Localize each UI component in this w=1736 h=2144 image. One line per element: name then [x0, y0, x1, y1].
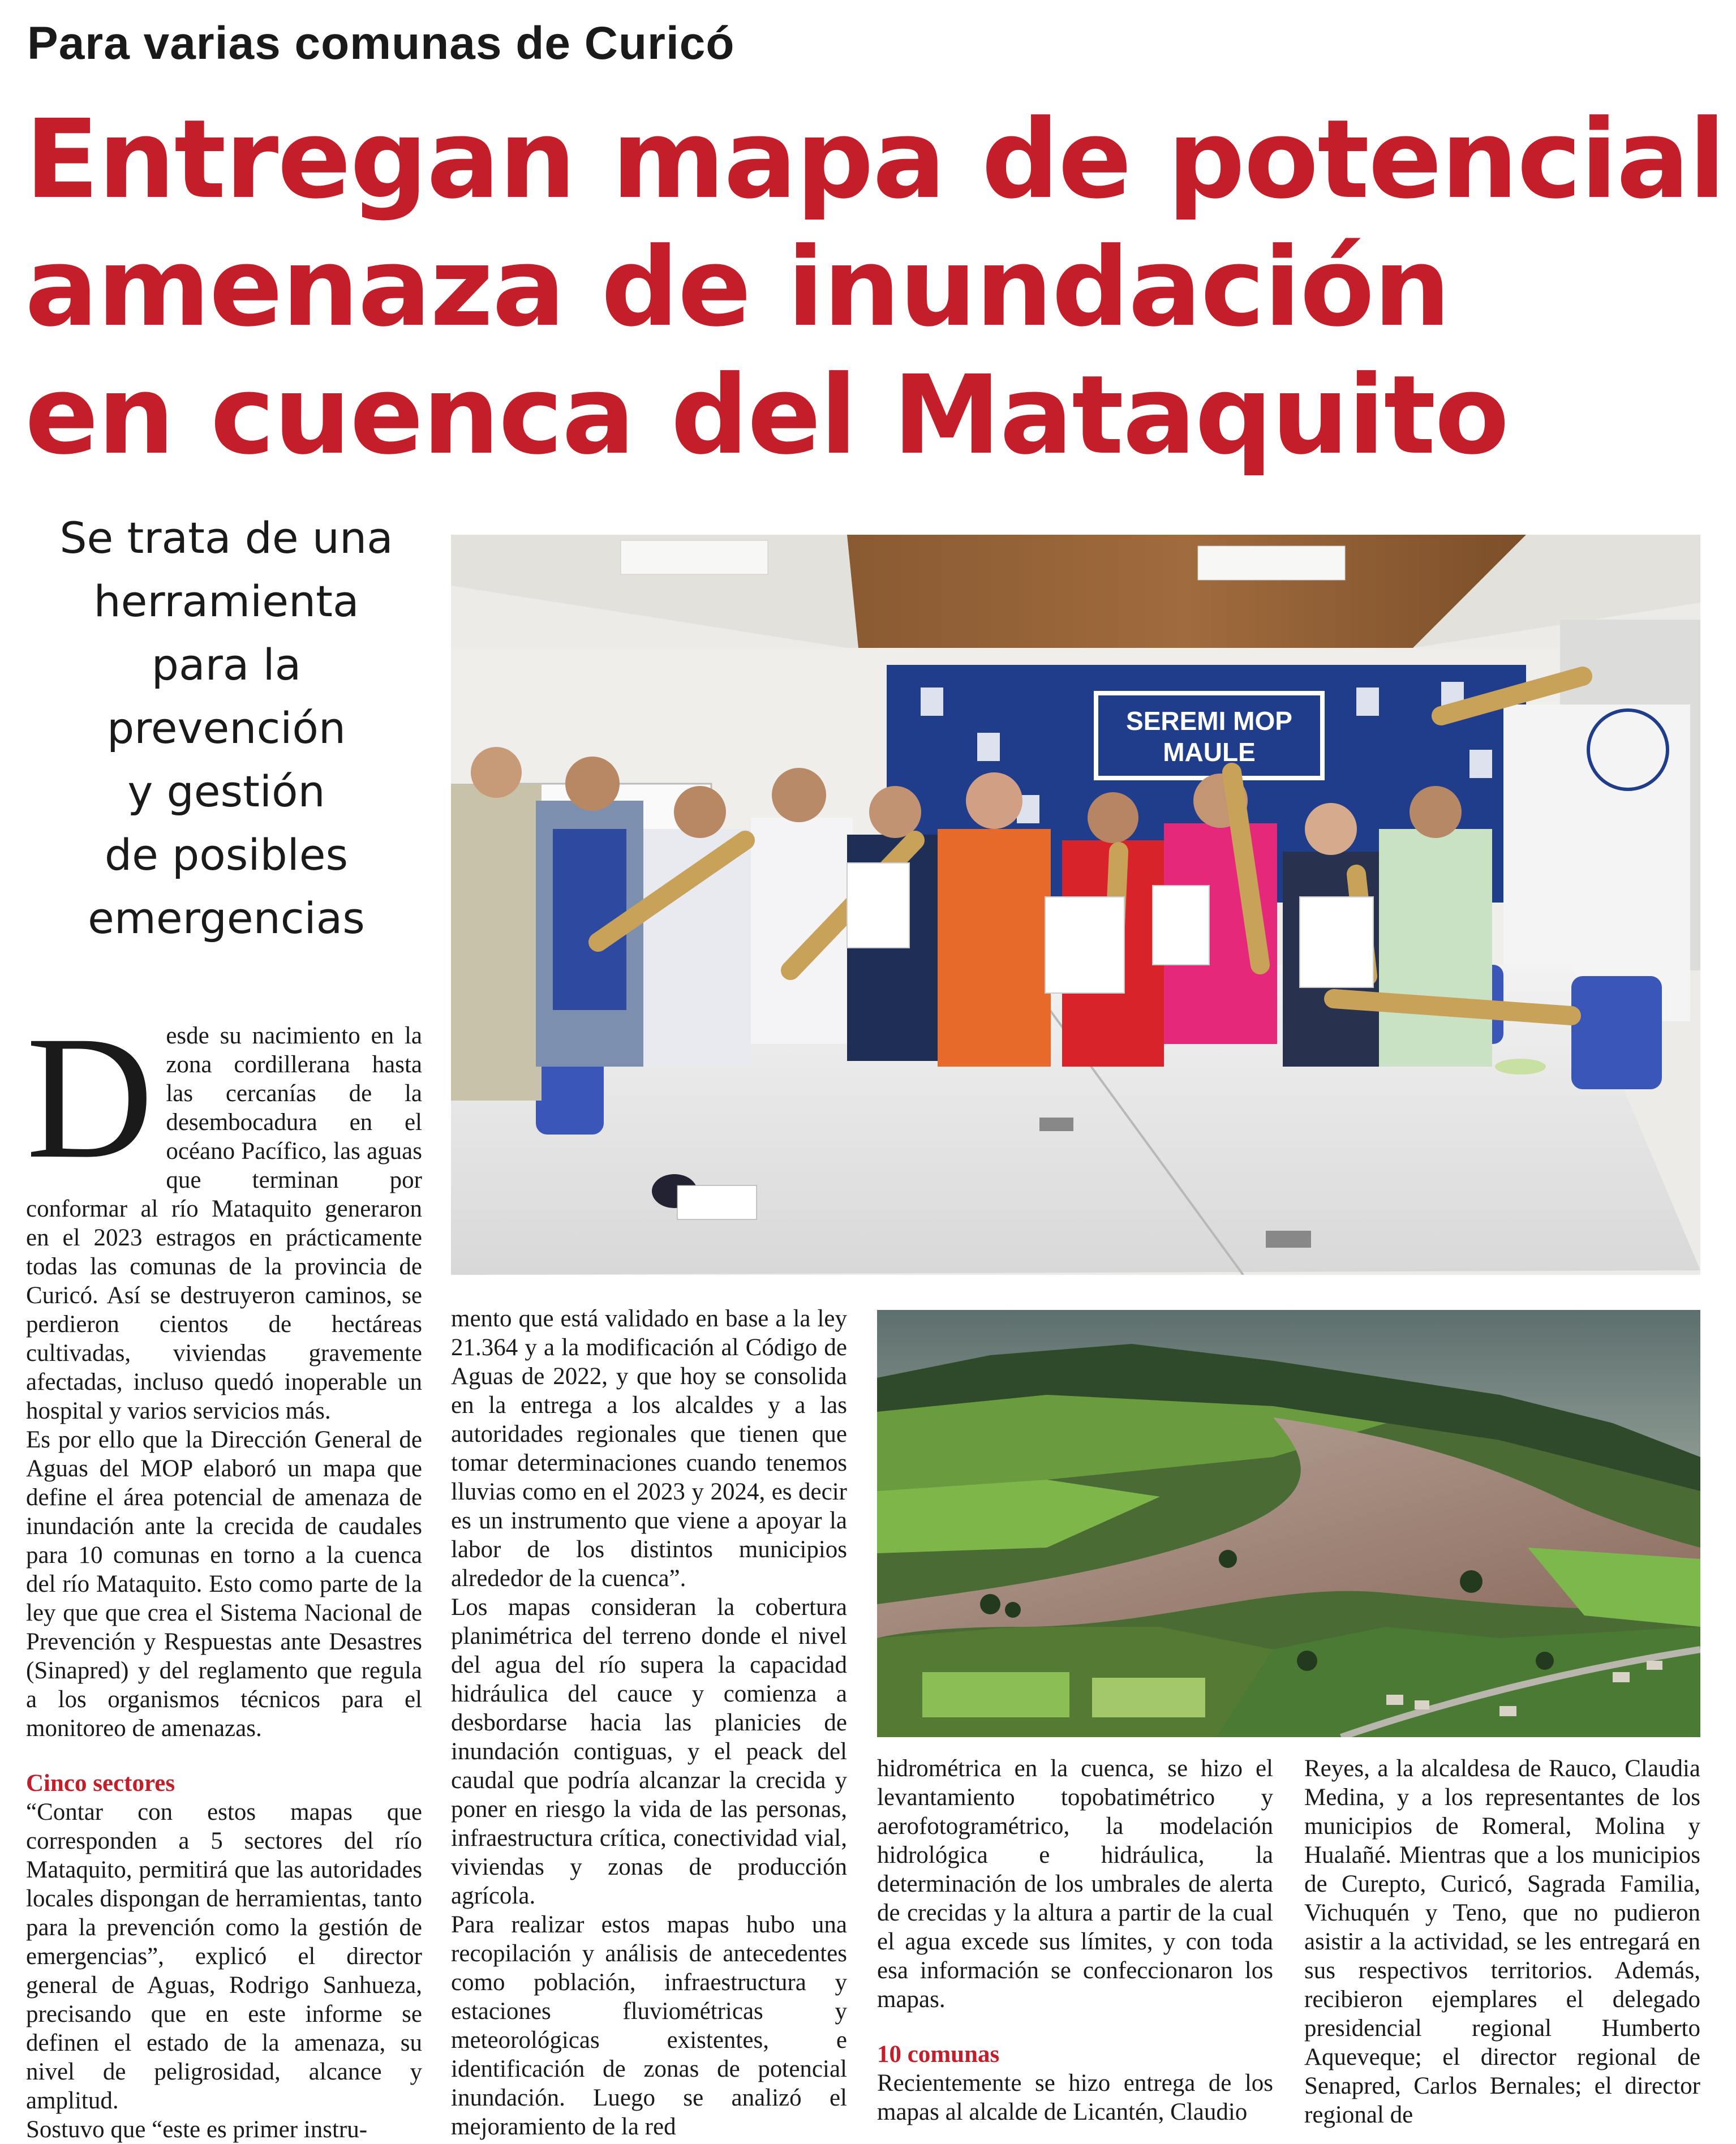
paragraph: Sostuvo que “este es primer instru-: [26, 2116, 368, 2143]
paragraph: Recientemente se hizo entrega de los mapas al alcalde de Licantén, Claudio: [877, 2070, 1273, 2125]
kicker: Para varias comunas de Curicó: [27, 18, 735, 69]
paragraph: “Contar con estos mapas que corresponden a 5 sectores del río Mataquito, permitirá que las autoridades locales dispongan de herramientas, tanto para la prevención como la gestión de emergencias”, explicó el director general de Aguas, Rodrigo Sanhueza, precisando que en este informe se definen el estado de la amenaza, su nivel de peligrosidad, alcance y amplitud.: [26, 1799, 422, 2114]
aerial-flood-illustration: [877, 1310, 1700, 1737]
paragraph: Es por ello que la Dirección General de Aguas del MOP elaboró un mapa que define el área potencial de amenaza de inundación ante la crecida de caudales para 10 comunas en torno a la cuenca del río Mataquito. Esto como parte de la ley que que crea el Sistema Nacional de Prevención y Respuestas ante Desastres (Sinapred) y del reglamento que regula a los organismos técnicos para el monitoreo de amenazas.: [26, 1427, 422, 1742]
drop-cap: D: [26, 1000, 154, 1195]
paragraph: hidrométrica en la cuenca, se hizo el levantamiento topobatimétrico y aerofotogramétrico, la modelación hidrológica e hidráulica, la determinación de los umbrales de alerta de crecidas y la altura a partir de la cual el agua excede sus límites, y con toda esa información se confeccionaron los mapas.: [877, 1755, 1273, 2013]
subhead: [23, 506, 430, 950]
section-subtitle: 10 comunas: [877, 2041, 1000, 2068]
subhead-line: Se trata de una: [59, 513, 393, 563]
subhead-line: y gestión: [127, 766, 325, 817]
paragraph: mento que está validado en base a la ley 21.364 y a la modificación al Código de Aguas de 2022, y que hoy se consolida en la entrega a los alcaldes y a las autoridades regionales que tienen que tomar determinaciones cuando tenemos lluvias como en el 2023 y 2024, es decir es un instrumento que viene a apoyar la labor de los distintos municipios alrededor de la cuenca”.: [451, 1305, 847, 1592]
article-column-3: [877, 1754, 1273, 2126]
headline-line: en cuenca del Mataquito: [25, 353, 1509, 479]
aerial-flood-photo: [877, 1310, 1700, 1737]
paragraph: Los mapas consideran la cobertura planimétrica del terreno donde el nivel del agua del río supera la capacidad hidráulica del cauce y comienza a desbordarse hacia las planicies de inundación contiguas, y el peack del caudal que podría alcanzar la crecida y poner en riesgo la vida de las personas, infraestructura crítica, conectividad vial, viviendas y zonas de producción agrícola.: [451, 1594, 847, 1909]
subhead-line: para la: [151, 639, 302, 690]
group-photo-illustration: [451, 535, 1700, 1275]
paragraph: [26, 1000, 422, 1425]
article-column-2: [451, 1304, 847, 2141]
article-column-4: [1304, 1754, 1700, 2129]
section-subtitle: Cinco sectores: [26, 1770, 175, 1797]
banner-line-2: MAULE: [1163, 737, 1256, 767]
article-column-1: [26, 1000, 422, 2144]
headline-line: amenaza de inundación: [25, 225, 1450, 351]
paragraph: Reyes, a la alcaldesa de Rauco, Claudia Medina, y a los representantes de los municipios de Romeral, Molina y Hualañé. Mientras que a los municipios de Curepto, Curicó, Sagrada Familia, Vichuquén y Teno, que no pudieron asistir a la actividad, se les entregará en sus respectivos territorios. Además, recibieron ejemplares el delegado presidencial regional Humberto Aqueveque; el director regional de Senapred, Carlos Bernales; el director regional de: [1304, 1755, 1700, 2128]
subhead-line: herramienta: [93, 576, 359, 626]
subhead-line: prevención: [106, 703, 346, 753]
group-photo: [451, 535, 1700, 1275]
subhead-line: emergencias: [88, 893, 365, 943]
paragraph: Para realizar estos mapas hubo una recopilación y análisis de antecedentes como población, infraestructura y estaciones fluviométricas y meteorológicas existentes, e identificación de zonas de potencial inundación. Luego se analizó el mejoramiento de la red: [451, 1911, 847, 2140]
headline-line: Entregan mapa de potencial: [25, 97, 1725, 223]
headline: [25, 96, 1725, 480]
paragraph-text: esde su nacimiento en la zona cordillerana hasta las cercanías de la desembocadura en el océano Pacífico, las aguas que terminan por conformar al río Mataquito generaron en el 2023 estragos en prácticamente todas las comunas de la provincia de Curicó. Así se destruyeron caminos, se perdieron cientos de hectáreas cultivadas, viviendas gravemente afectadas, incluso quedó inoperable un hospital y varios servicios más.: [26, 1022, 422, 1424]
subhead-line: de posibles: [104, 830, 349, 880]
banner-line-1: SEREMI MOP: [1126, 706, 1292, 736]
